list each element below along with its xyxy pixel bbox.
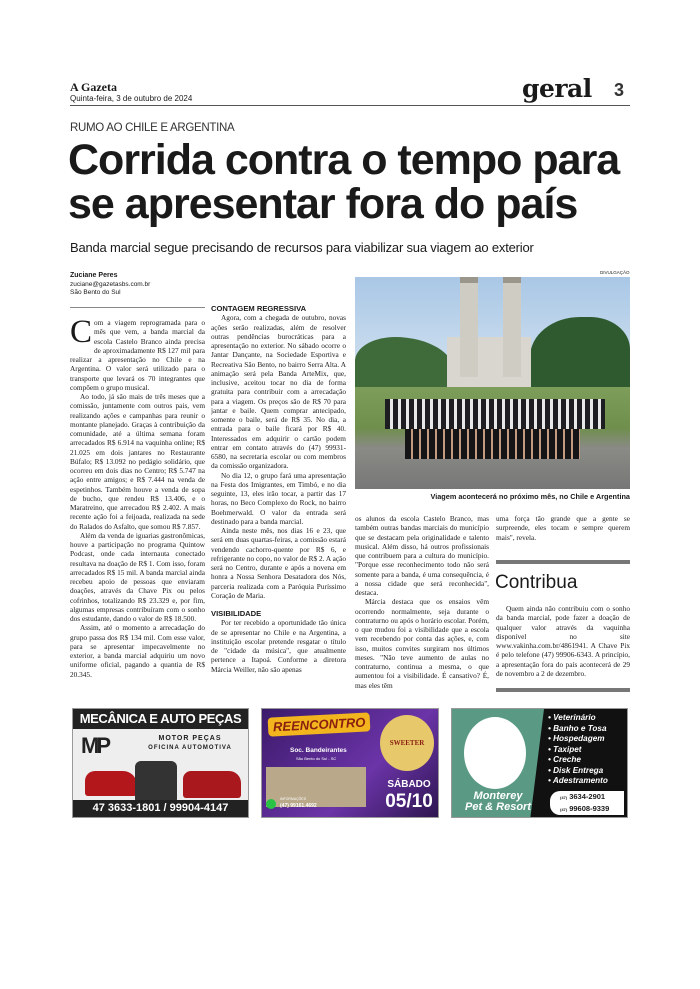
ad-name (456, 791, 540, 813)
ad-subtitle: OFICINA AUTOMOTIVA (148, 745, 232, 751)
ad-phone: 47 3633-1801 / 99904-4147 (73, 800, 248, 817)
location: São Bento do Sul (70, 289, 121, 296)
ad-info-label: INFORMAÇÕES (280, 797, 307, 801)
phone-prefix: (47) (560, 807, 568, 812)
column-3 (355, 514, 489, 704)
ad-name: MOTOR PEÇAS (158, 735, 222, 742)
band-members-back (385, 399, 605, 429)
ad-phone: (47) 99161.4692 (280, 803, 317, 809)
ad-badge: SWEETER (380, 715, 434, 771)
ad-place: Soc. Bandeirantes (290, 747, 347, 754)
ad-service-item: • Hospedagem (548, 734, 605, 743)
paragraph-end: uma força tão grande que a gente se surpreende, eles tocam e sempre querem mais", revela. (496, 514, 630, 542)
box-text (496, 604, 630, 678)
page-number: 3 (614, 80, 625, 100)
author: Zuciane Peres (70, 272, 118, 279)
header-rule (70, 105, 630, 106)
dog-logo-icon (464, 717, 526, 789)
paragraph: om a viagem reprogramada para o mês que vem, a banda marcial da escola Castelo Branco ainda precisa de aproximadamente R$ 127 mil para realizar a apresentação no Chile e na Argentina. O valor será utilizado para o transporte que levará os 70 integrantes que compõem o grupo musical. (70, 318, 205, 392)
photo-credit: DIVULGAÇÃO (600, 270, 630, 275)
section-name: geral (522, 74, 592, 103)
ad-name-2: Pet & Resort (464, 801, 532, 813)
paragraph: Márcia destaca que os ensaios vêm ocorrendo normalmente, seja durante o contraturno ou após o horário escolar. Porém, o que mudou foi a visibilidade que a escola vem recebendo por conta das ações, e, com isso, muitos convites surgiram nos últimos meses. "Não teve aumento de aulas no contraturno, continua a mesma, o que aumentou foi a visibilidade. É cansativo? É, mas eles têm (355, 597, 489, 690)
drop-cap: C (70, 318, 93, 350)
paragraph: Assim, até o momento a arrecadação do grupo passa dos R$ 134 mil. Com esse valor, para se apresentar impecavelmente no exterior, a banda marcial adquiriu um novo uniforme oficial, pagando a quantia de R$ 20.345. (70, 623, 205, 679)
paragraph: Ao todo, já são mais de três meses que a comissão, juntamente com outros pais, vem realizando ações e campanhas para reunir o montante planejado. Graças à contribuição da comunidade, até a última semana foram arrecadados R$ 6.914 na vaquinha online; R$ 21.025 em dois jantares no Restaurante Búfalo; R$ 13.092 no pedágio solidário, que ocorreu em dois dias no Centro; R$ 5.747 na ação entre amigos; e R$ 7.444 na venda de espetinhos. Também houve a venda de sopa de bucho, que rendeu R$ 13.406, e o Maratreino, que arrecadou R$ 2.402. A mais recente ação foi a feijoada, realizada na sede do Ralados do Asfalto, que somou R$ 7.857. (70, 392, 205, 531)
paragraph: Agora, com a chegada de outubro, novas ações serão realizadas, além de resolver outras pendências burocráticas para a apresentação no exterior. No sábado ocorre o Jantar Dançante, na Sociedade Esportiva e Recreativa São Bento, no bairro Serra Alta. A animação será pela Banda ArteMix, que, inclusive, aceitou tocar no dia de forma gratuita para contribuir com a arrecadação para a viagem. Os preços são de R$ 70 para jantar e baile. Quem comprar antecipado, somente o baile, será de R$ 35. No dia, a entrada para o baile ficará por R$ 40. Interessados em adquirir o cartão podem entrar em contato através do (47) 99931-6580, na secretaria escolar ou com membros da comissão organizadora. (211, 313, 346, 471)
ad-title: MECÂNICA E AUTO PEÇAS (73, 709, 248, 729)
phone-prefix: (47) (560, 795, 568, 800)
subhead-visibilidade: VISIBILIDADE (211, 609, 262, 618)
ad-monterey[interactable] (451, 708, 628, 818)
ad-service-item: • Adestramento (548, 776, 608, 785)
ad-service-item: • Creche (548, 755, 581, 764)
paragraph: Ainda neste mês, nos dias 16 e 23, que será em duas quartas-feiras, a comissão estará vendendo cachorro-quente por R$ 6, e refrigerante no copo, no valor de R$ 2. A ação será no Centro, durante e após a novena em honra a Nossa Senhora Desatadora dos Nós, parceria realizada com a Paróquia Puríssimo Coração de Maria. (211, 526, 346, 600)
ad-service-item: • Veterinário (548, 713, 596, 722)
column-4 (496, 514, 630, 544)
ad-service-item: • Banho e Tosa (548, 723, 607, 733)
byline (70, 272, 205, 308)
photo-caption: Viagem acontecerá no próximo mês, no Chile e Argentina (430, 492, 630, 501)
paragraph: Além da venda de iguarias gastronômicas, houve a participação no programa Quintow Podcast, onde cada internauta conectado resultava na doação de R$ 1. Com isso, foram arrecadados R$ 15 mil. A banda marcial ainda recebeu apoio de pessoas que enviaram doações, através da Chave Pix ou pelos cofrinhos, totalizando R$ 23.329 e, por fim, algumas empresas contribuíram com o sonho dos estudante, dando o valor de R$ 18.500. (70, 530, 205, 623)
ad-name-1: Monterey (473, 790, 523, 802)
issue-date: Quinta-feira, 3 de outubro de 2024 (70, 94, 193, 103)
headline-line-2: se apresentar fora do país (68, 180, 578, 228)
paragraph: os alunos da escola Castelo Branco, mas também outras bandas marciais do município que se destacam pela originalidade e talento musical. Além disso, há outros profissionais que contribuem para a cultura do município. "Porque esse reconhecimento todo não será somente para a banda, é uma consequência, é a nossa cidade que será reconhecida", destaca. (355, 514, 489, 597)
headline-line-1: Corrida contra o tempo para (68, 136, 620, 184)
ad-date: 05/10 (385, 791, 433, 812)
truck-icon (183, 771, 241, 798)
ad-phones (550, 791, 624, 815)
column-2 (211, 274, 346, 702)
column-1 (70, 318, 205, 703)
ad-services-list (548, 713, 608, 787)
building-photo (266, 767, 366, 807)
subhead-contagem: CONTAGEM REGRESSIVA (211, 304, 307, 313)
trees (530, 317, 630, 397)
paragraph: Quem ainda não contribuiu com o sonho da banda marcial, pode fazer a doação de qualquer valor através da vaquinha disponível no site www.vakinha.com.br/4861941. A Chave Pix é pelo telefone (47) 99906-6343. A princípio, a apresentação fora do país acontecerá de 29 de novembro a 2 de dezembro. (496, 604, 630, 678)
ad-phone-1: 3634-2901 (569, 792, 606, 801)
kicker: RUMO AO CHILE E ARGENTINA (70, 122, 235, 134)
ad-motor-pecas[interactable] (72, 708, 249, 818)
box-rule-bottom (496, 688, 630, 692)
ad-phone-2: 99608-9339 (569, 804, 610, 813)
paragraph: No dia 12, o grupo fará uma apresentação na Festa dos Imigrantes, em Timbó, e no dia seguinte, 13, eles irão tocar, a partir das 17 horas, no Beco Complexo do Rock, no bairro Boehmerwald. O valor da entrada será destinado para a banda marcial. (211, 470, 346, 526)
deck: Banda marcial segue precisando de recursos para viabilizar sua viagem ao exterior (70, 240, 534, 255)
ad-reencontro[interactable] (261, 708, 439, 818)
box-title: Contribua (495, 572, 578, 593)
ad-service-item: • Disk Entrega (548, 765, 604, 775)
car-icon (85, 771, 137, 796)
ad-service-item: • Taxipet (548, 744, 582, 754)
ad-day: SÁBADO (387, 779, 431, 790)
ad-city: São Bento do Sul - SC (296, 756, 337, 761)
ad-title: REENCONTRO (268, 712, 371, 736)
church-tower (503, 277, 521, 377)
church-tower (460, 277, 478, 377)
newspaper-name: A Gazeta (70, 80, 117, 94)
box-rule-top (496, 560, 630, 564)
ad-logo: MP (81, 733, 108, 758)
band-photo (355, 277, 630, 489)
whatsapp-icon (266, 799, 276, 809)
band-members-front (405, 429, 580, 459)
headline (68, 138, 638, 226)
author-email: zuciane@gazetasbs.com.br (70, 280, 151, 288)
van-icon (135, 761, 177, 801)
paragraph: Por ter recebido a oportunidade tão única de se apresentar no Chile e na Argentina, a instituição escolar pretende resgatar o título de "cidade da música", que atualmente pertence a Itapoá. Conforme a diretora Márcia Weiller, não são apenas (211, 618, 346, 674)
